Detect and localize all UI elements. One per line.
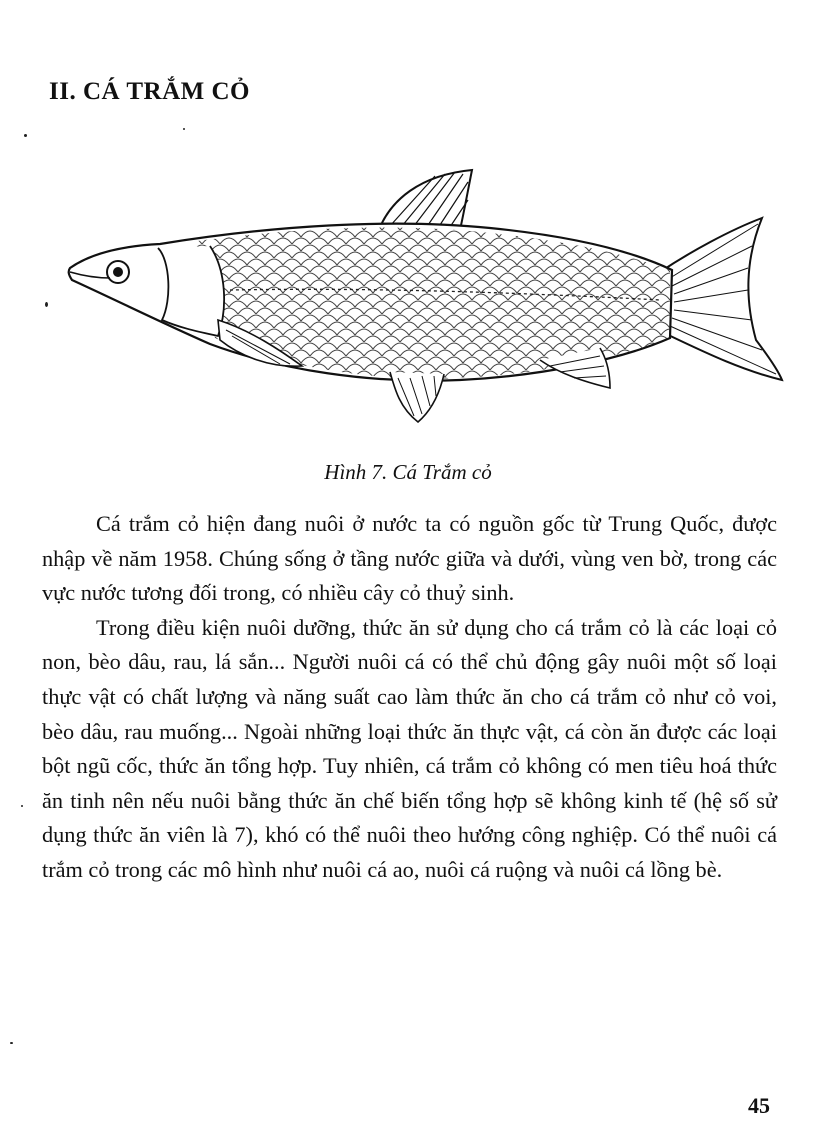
page-number: 45 [748, 1093, 770, 1118]
fish-figure [40, 160, 790, 450]
paragraph-origin: Cá trắm cỏ hiện đang nuôi ở nước ta có nguồn gốc từ Trung Quốc, được nhập về năm 1958. Chúng sống ở tầng nước giữa và dưới, vùng ven bờ, trong các vực nước tương đối trong, có nhiều cây cỏ thuỷ sinh. [42, 511, 777, 606]
scan-speck [183, 128, 185, 130]
paragraph-feeding: Trong điều kiện nuôi dưỡng, thức ăn sử dụng cho cá trắm cỏ là các loại cỏ non, bèo dâu, rau, lá sắn... Người nuôi cá có thể chủ động gây nuôi một số loại thực vật có chất lượng và năng suất cao làm thức ăn cho cá trắm cỏ như cỏ voi, bèo dâu, rau muống... Ngoài những loại thức ăn thực vật, cá còn ăn được các loại bột ngũ cốc, thức ăn tổng hợp. Tuy nhiên, cá trắm cỏ không có men tiêu hoá thức ăn tinh nên nếu nuôi bằng thức ăn chế biến tổng hợp sẽ không kinh tế (hệ số sử dụng thức ăn viên là 7), khó có thể nuôi theo hướng công nghiệp. Có thể nuôi cá trắm cỏ trong các mô hình như nuôi cá ao, nuôi cá ruộng và nuôi cá lồng bè. [42, 614, 777, 882]
figure-caption: Hình 7. Cá Trắm cỏ [324, 460, 492, 484]
scan-speck [45, 302, 48, 307]
scan-speck [21, 805, 23, 807]
body-text [42, 507, 777, 888]
scan-speck [24, 134, 27, 137]
grass-carp-illustration [40, 160, 790, 450]
section-heading: II. CÁ TRẮM CỎ [49, 78, 250, 105]
scan-speck [10, 1042, 13, 1044]
